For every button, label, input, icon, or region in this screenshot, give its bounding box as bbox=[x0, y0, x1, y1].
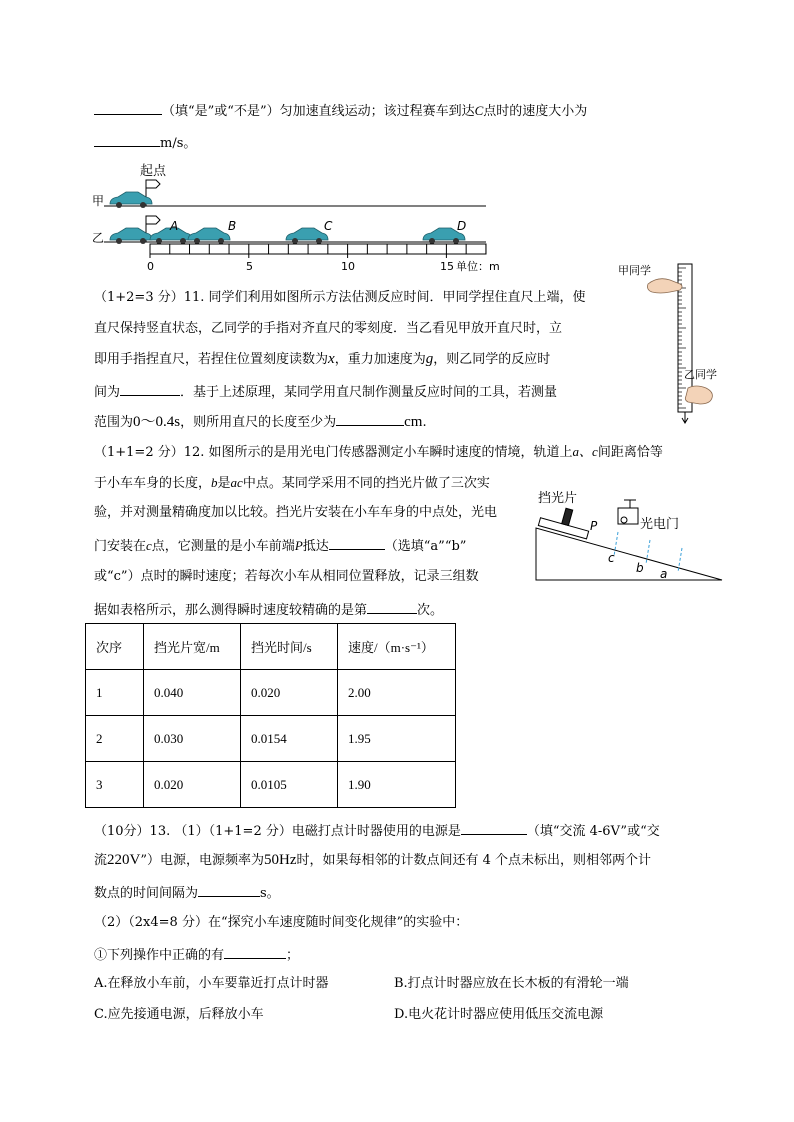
table-cell: 1.90 bbox=[338, 762, 456, 808]
top-line-1: （填“是”或“不是”）匀加速直线运动；该过程赛车到达C点时的速度大小为 bbox=[94, 100, 587, 121]
answer-blank[interactable] bbox=[329, 535, 385, 550]
point-label-d: D bbox=[457, 219, 467, 233]
answer-blank[interactable] bbox=[367, 599, 417, 614]
table-cell: 0.020 bbox=[241, 670, 338, 716]
answer-blank[interactable] bbox=[224, 944, 286, 959]
label-b: b bbox=[636, 561, 644, 575]
row-label-yi: 乙 bbox=[92, 231, 105, 245]
tick-label-10: 10 bbox=[341, 260, 355, 273]
q12-line-5: 或“c”）点时的瞬时速度；若每次小车从相同位置释放，记录三组数 bbox=[94, 569, 479, 584]
table-cell: 0.020 bbox=[144, 762, 241, 808]
table-header-row bbox=[86, 624, 456, 670]
hand-top-icon bbox=[648, 279, 683, 293]
table-cell: 0.040 bbox=[144, 670, 241, 716]
table-cell: 2 bbox=[86, 716, 144, 762]
table-row bbox=[86, 670, 456, 716]
table-header-cell: 挡光片宽/m bbox=[144, 624, 241, 670]
point-label-a: A bbox=[170, 219, 179, 233]
answer-blank[interactable] bbox=[120, 381, 180, 396]
q11-line-1: （1+2=3 分）11. 同学们利用如图所示方法估测反应时间．甲同学捏住直尺上端，使 bbox=[94, 290, 586, 305]
table-cell: 0.0105 bbox=[241, 762, 338, 808]
option-b: B.打点计时器应放在长木板的有滑轮一端 bbox=[394, 976, 629, 991]
table-cell: 3 bbox=[86, 762, 144, 808]
photogate-icon bbox=[618, 500, 638, 524]
track-figure bbox=[90, 158, 520, 276]
point-label-b: B bbox=[228, 219, 237, 233]
data-table bbox=[85, 623, 456, 808]
q11-line-5: 范围为0～0.4s，则所用直尺的长度至少为 cm. bbox=[94, 411, 427, 432]
point-label-c: C bbox=[324, 219, 333, 233]
q13-line-1: （10分）13. （1）（1+1=2 分）电磁打点计时器使用的电源是 （填“交流 4-6V”或“交 bbox=[94, 820, 660, 841]
unit-label: 单位：m bbox=[456, 260, 500, 273]
tick-label-15: 15 bbox=[440, 260, 454, 273]
q12-line-2: 于小车车身的长度，b是ac中点。某同学采用不同的挡光片做了三次实 bbox=[94, 475, 490, 491]
q12-line-1: （1+1=2 分）12. 如图所示的是用光电门传感器测定小车瞬时速度的情境，轨道上a、c间距离恰等 bbox=[94, 444, 663, 460]
q11-line-2: 直尺保持竖直状态，乙同学的手指对齐直尺的零刻度．当乙看见甲放开直尺时，立 bbox=[94, 321, 563, 336]
option-a: A.在释放小车前，小车要靠近打点计时器 bbox=[94, 976, 329, 991]
q13-line-5: ①下列操作中正确的有 ； bbox=[94, 944, 299, 965]
table-cell: 0.0154 bbox=[241, 716, 338, 762]
reaction-ruler-figure bbox=[614, 262, 724, 424]
q12-line-4: 门安装在c点，它测量的是小车前端P抵达 （选填“a”“b” bbox=[94, 535, 466, 556]
option-d: D.电火花计时器应使用低压交流电源 bbox=[394, 1007, 604, 1022]
q11-line-4: 间为 ．基于上述原理，某同学用直尺制作测量反应时间的工具，若测量 bbox=[94, 381, 557, 402]
ruler-ticks bbox=[150, 244, 486, 258]
table-cell: 1 bbox=[86, 670, 144, 716]
q13-line-2: 流220V”）电源，电源频率为50Hz时，如果每相邻的计数点间还有 4 个点未标出，则相邻两个计 bbox=[94, 852, 652, 868]
option-c: C.应先接通电源，后释放小车 bbox=[94, 1007, 264, 1022]
table-cell: 0.030 bbox=[144, 716, 241, 762]
q12-line-6: 据如表格所示，那么测得瞬时速度较精确的是第 次。 bbox=[94, 599, 443, 620]
q13-line-4: （2）（2x4=8 分）在“探究小车速度随时间变化规律”的实验中： bbox=[94, 915, 469, 930]
start-label: 起点 bbox=[140, 164, 167, 179]
photogate-figure bbox=[532, 488, 728, 586]
top-line-2: m/s。 bbox=[94, 132, 196, 153]
label-yi-student: 乙同学 bbox=[684, 368, 717, 381]
label-c: c bbox=[608, 551, 615, 565]
label-a: a bbox=[660, 567, 668, 581]
answer-blank[interactable] bbox=[198, 882, 260, 897]
row-label-jia: 甲 bbox=[92, 194, 105, 208]
answer-blank[interactable] bbox=[461, 820, 527, 835]
table-cell: 2.00 bbox=[338, 670, 456, 716]
q13-line-3: 数点的时间间隔为 s。 bbox=[94, 882, 280, 903]
hand-bottom-icon bbox=[685, 386, 712, 404]
label-shade: 挡光片 bbox=[538, 491, 578, 506]
table-header-cell: 次序 bbox=[86, 624, 144, 670]
q12-line-3: 验，并对测量精确度加以比较。挡光片安装在小车车身的中点处，光电 bbox=[94, 505, 498, 520]
table-row bbox=[86, 762, 456, 808]
q11-line-3: 即用手指捏直尺，若捏住位置刻度读数为x，重力加速度为g，则乙同学的反应时 bbox=[94, 351, 551, 367]
label-p: P bbox=[590, 519, 598, 533]
table-header-cell: 速度/（m·s⁻¹） bbox=[338, 624, 456, 670]
label-jia-student: 甲同学 bbox=[618, 264, 651, 277]
tick-label-5: 5 bbox=[246, 260, 253, 273]
answer-blank[interactable] bbox=[336, 411, 404, 426]
tick-label-0: 0 bbox=[147, 260, 154, 273]
label-gate: 光电门 bbox=[640, 517, 680, 532]
answer-blank[interactable] bbox=[94, 132, 160, 147]
table-row bbox=[86, 716, 456, 762]
answer-blank[interactable] bbox=[94, 100, 162, 115]
table-cell: 1.95 bbox=[338, 716, 456, 762]
table-header-cell: 挡光时间/s bbox=[241, 624, 338, 670]
